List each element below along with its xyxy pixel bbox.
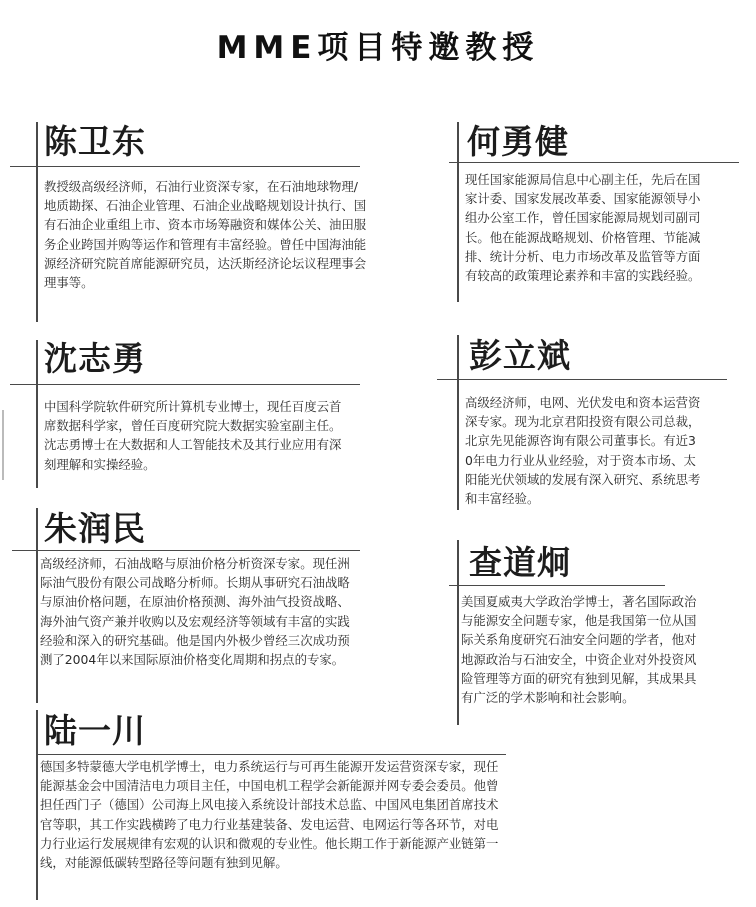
divider (457, 335, 459, 510)
divider (36, 710, 38, 900)
professor-name: 查道炯 (469, 543, 571, 582)
divider (36, 754, 506, 755)
divider (10, 384, 360, 385)
professor-card (36, 710, 516, 905)
professor-name: 陆一川 (44, 711, 146, 750)
professor-card (457, 120, 747, 310)
professor-name: 沈志勇 (44, 339, 146, 378)
professor-name: 何勇健 (467, 122, 569, 161)
divider (36, 122, 38, 322)
professor-name: 彭立斌 (469, 336, 571, 375)
professor-card (36, 340, 376, 490)
divider (36, 508, 38, 703)
professor-card (36, 508, 376, 708)
divider (12, 550, 360, 551)
professor-bio: 中国科学院软件研究所计算机专业博士，现任百度云首席数据科学家，曾任百度研究院大数据实验室副主任。沈志勇博士在大数据和人工智能技术及其行业应用有深刻理解和实操经验。 (44, 399, 342, 472)
divider (457, 122, 459, 302)
professor-name: 朱润民 (44, 509, 146, 548)
professor-bio: 高级经济师，石油战略与原油价格分析资深专家。现任洲际油气股份有限公司战略分析师。长期从事研究石油战略与原油价格问题，在原油价格预测、海外油气投资战略、海外油气资产兼并收购以及宏观经济等领域有丰富的实践经验和深入的研究基础。他是国内外极少曾经三次成功预测了2004年以来国际原油价格变化周期和拐点的专家。 (40, 556, 350, 668)
divider (457, 540, 459, 725)
divider (10, 166, 360, 167)
professor-bio: 高级经济师，电网、光伏发电和资本运营资深专家。现为北京君阳投资有限公司总裁，北京先见能源咨询有限公司董事长。有近30年电力行业从业经验，对于资本市场、太阳能光伏领域的发展有深入研究、系统思考和丰富经验。 (465, 395, 701, 507)
professor-bio: 教授级高级经济师，石油行业资深专家，在石油地球物理/地质勘探、石油企业管理、石油企业战略规划设计执行、国有石油企业重组上市、资本市场筹融资和媒体公关、油田服务企业跨国并购等运作和管理有丰富经验。曾任中国海油能源经济研究院首席能源研究员，达沃斯经济论坛议程理事会理事等。 (44, 179, 367, 291)
divider (36, 340, 38, 488)
divider (449, 162, 739, 163)
professor-card (457, 540, 747, 730)
professor-name: 陈卫东 (44, 122, 146, 161)
page-title: MME项目特邀教授 (216, 30, 540, 66)
divider (437, 379, 727, 380)
edge-mark (2, 410, 4, 480)
professor-bio: 德国多特蒙德大学电机学博士，电力系统运行与可再生能源开发运营资深专家，现任能源基金会中国清洁电力项目主任，中国电机工程学会新能源并网专委会委员。他曾担任西门子（德国）公司海上风电接入系统设计部技术总监、中国风电集团首席技术官等职，其工作实践横跨了电力行业基建装备、发电运营、电网运行等各环节，对电力行业运行发展规律有宏观的认识和微观的专业性。他长期工作于新能源产业链第一线，对能源低碳转型路径等问题有独到见解。 (40, 759, 499, 871)
professor-bio: 美国夏威夷大学政治学博士，著名国际政治与能源安全问题专家，他是我国第一位从国际关系角度研究石油安全问题的学者，他对地源政治与石油安全，中资企业对外投资风险管理等方面的研究有独到见解，其成果具有广泛的学术影响和社会影响。 (461, 594, 697, 706)
professor-bio: 现任国家能源局信息中心副主任，先后在国家计委、国家发展改革委、国家能源领导小组办公室工作，曾任国家能源局规划司副司长。他在能源战略规划、价格管理、节能减排、统计分析、电力市场改革及监管等方面有较高的政策理论素养和丰富的实践经验。 (465, 172, 701, 284)
professor-card (36, 120, 376, 330)
professor-card (457, 335, 747, 515)
divider (449, 585, 665, 586)
